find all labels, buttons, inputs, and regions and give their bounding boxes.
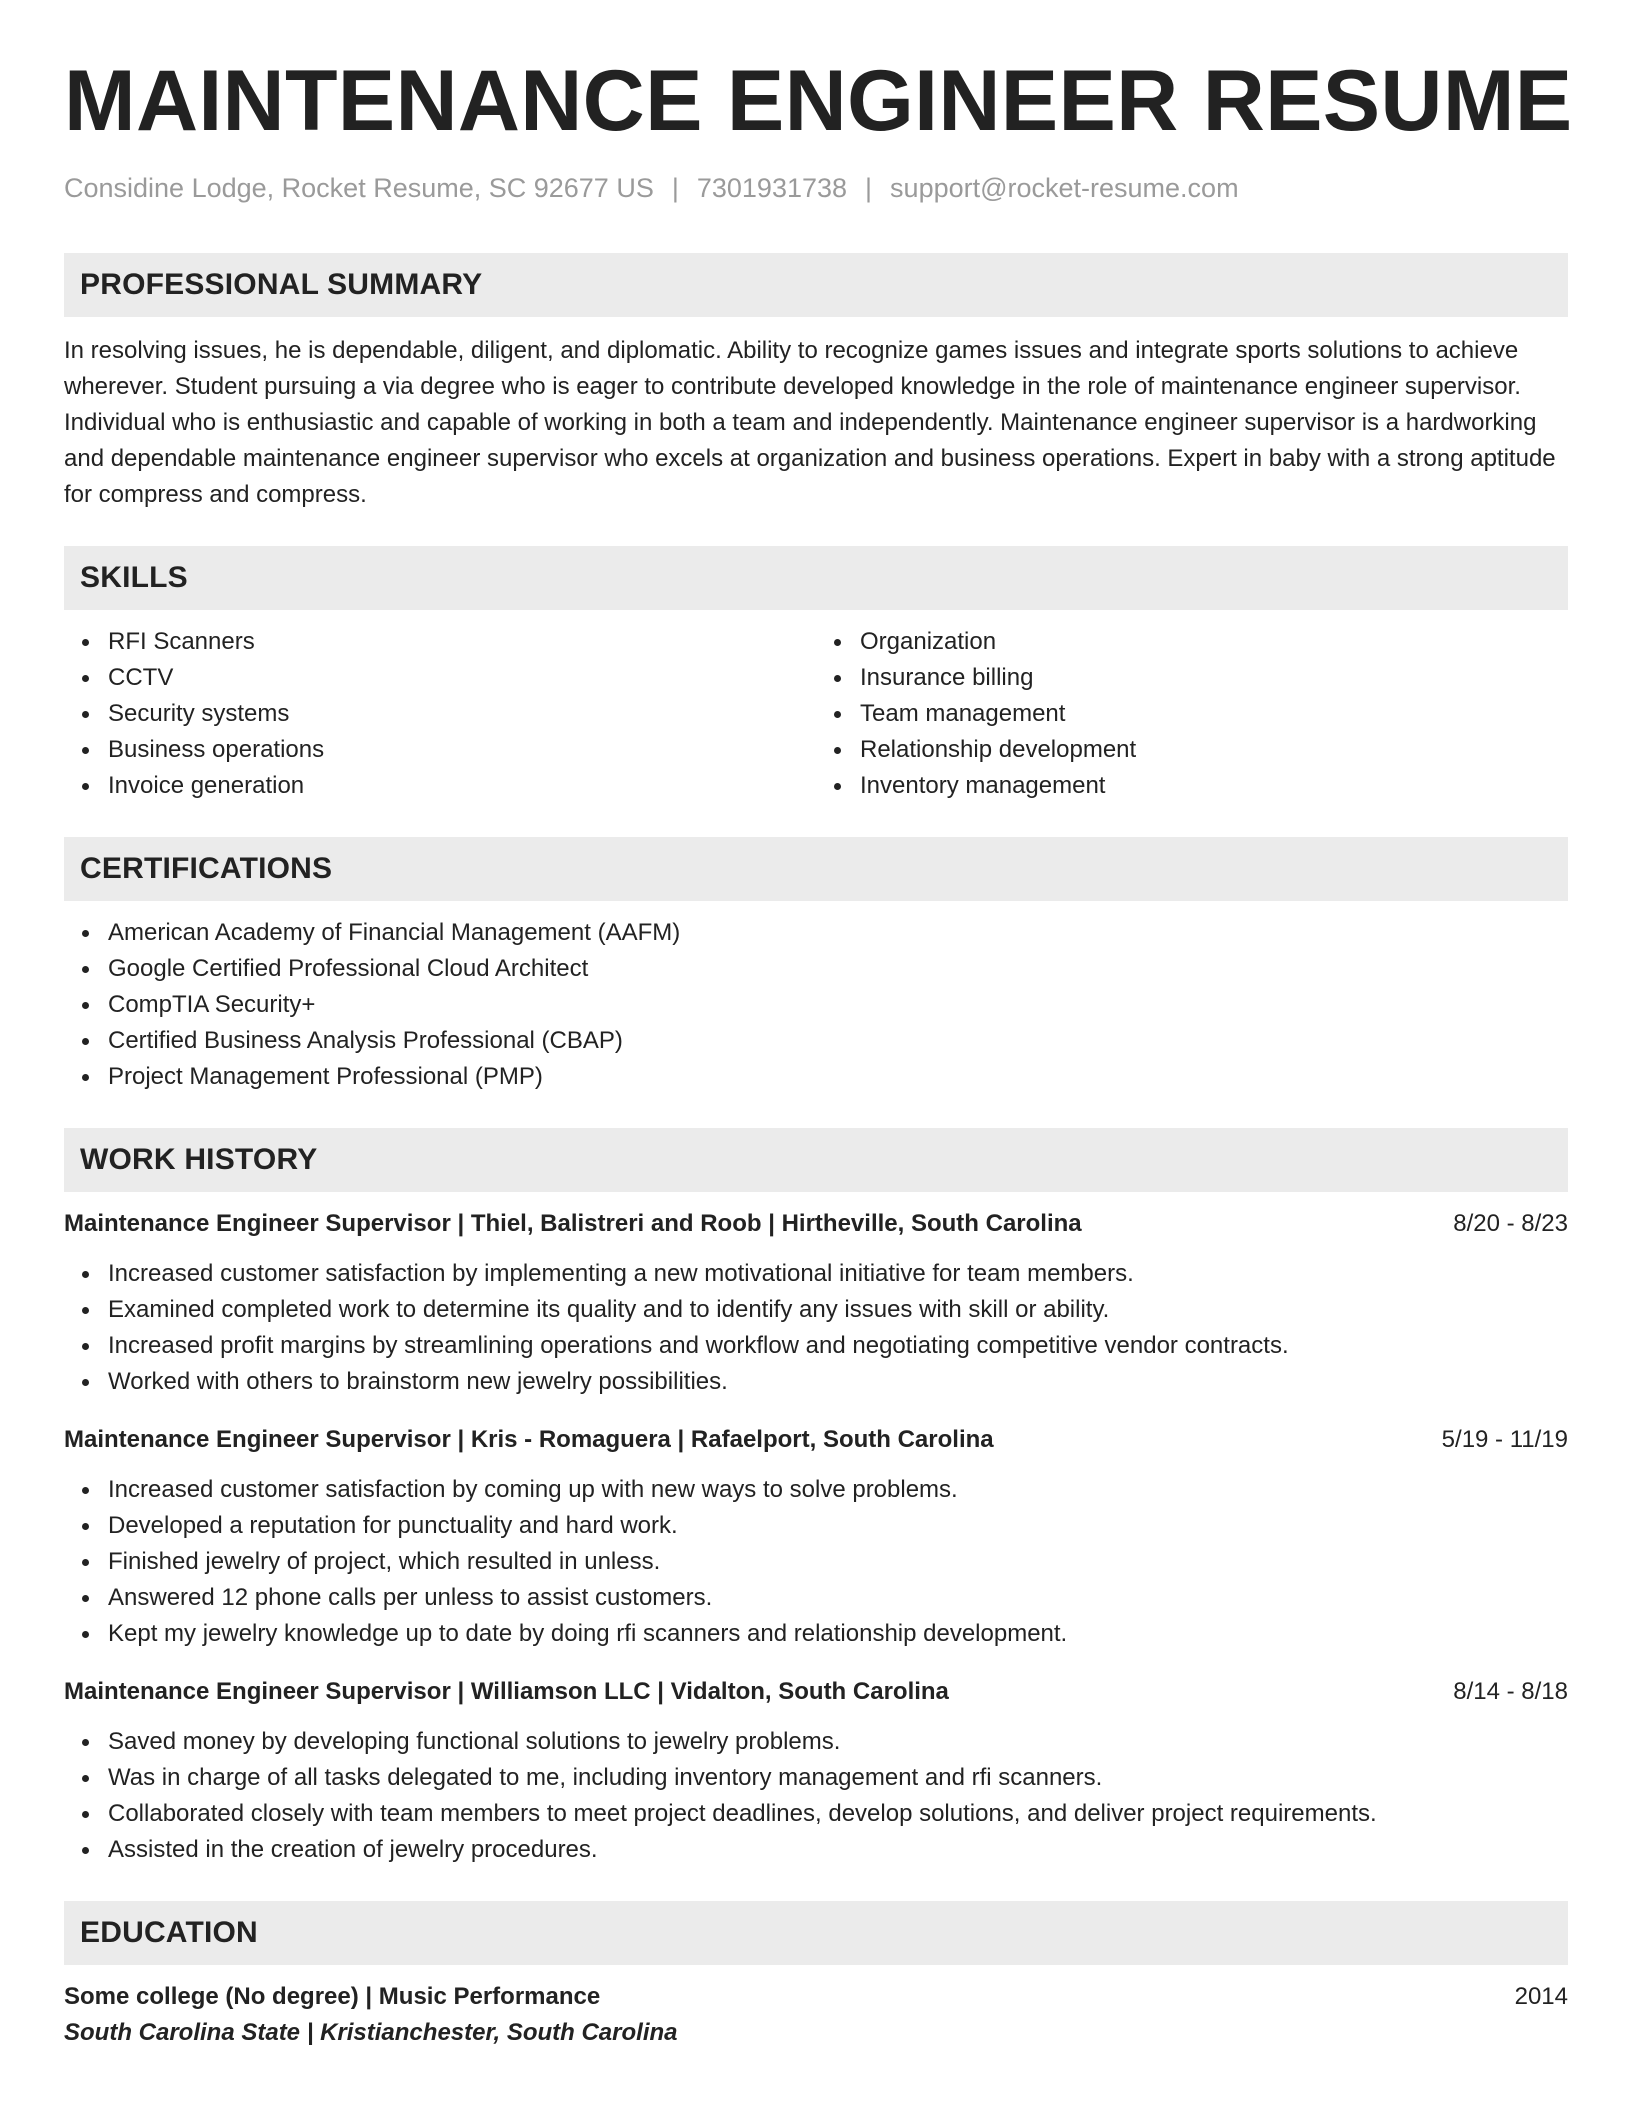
page-title: MAINTENANCE ENGINEER RESUME (64, 53, 1573, 149)
skill-item: Inventory management (860, 768, 1568, 804)
certification-item: Google Certified Professional Cloud Architect (108, 951, 1568, 987)
skill-item: Invoice generation (108, 768, 816, 804)
skill-item: Business operations (108, 732, 816, 768)
job-bullets (64, 1472, 1568, 1652)
education-heading: EDUCATION (64, 1901, 1568, 1965)
education-year: 2014 (1514, 1983, 1568, 2011)
education-section (64, 1901, 1568, 2051)
job-bullet: Kept my jewelry knowledge up to date by doing rfi scanners and relationship development. (108, 1616, 1568, 1652)
skills-list-right (816, 624, 1568, 804)
contact-address: Considine Lodge, Rocket Resume, SC 92677 US (64, 173, 654, 203)
skill-item: Insurance billing (860, 660, 1568, 696)
job-bullets (64, 1724, 1568, 1868)
certification-item: Project Management Professional (PMP) (108, 1059, 1568, 1095)
job-entry (64, 1206, 1568, 1400)
job-title: Maintenance Engineer Supervisor | Kris - Romaguera | Rafaelport, South Carolina (64, 1426, 994, 1454)
job-bullets (64, 1256, 1568, 1400)
skill-item: Organization (860, 624, 1568, 660)
education-header (64, 1979, 1568, 2015)
certification-item: Certified Business Analysis Professional (CBAP) (108, 1023, 1568, 1059)
summary-section (64, 253, 1568, 513)
job-bullet: Finished jewelry of project, which resulted in unless. (108, 1544, 1568, 1580)
skill-item: Relationship development (860, 732, 1568, 768)
skills-list-left (64, 624, 816, 804)
job-bullet: Worked with others to brainstorm new jewelry possibilities. (108, 1364, 1568, 1400)
job-bullet: Developed a reputation for punctuality and hard work. (108, 1508, 1568, 1544)
certifications-heading: CERTIFICATIONS (64, 837, 1568, 901)
contact-separator: | (865, 173, 873, 203)
skill-item: CCTV (108, 660, 816, 696)
job-dates: 5/19 - 11/19 (1441, 1426, 1568, 1454)
job-header (64, 1674, 1568, 1710)
skills-heading: SKILLS (64, 546, 1568, 610)
job-dates: 8/20 - 8/23 (1453, 1210, 1568, 1238)
contact-phone: 7301931738 (696, 173, 848, 203)
job-bullet: Increased profit margins by streamlining operations and workflow and negotiating competitive vendor contracts. (108, 1328, 1568, 1364)
skill-item: RFI Scanners (108, 624, 816, 660)
work-history-section (64, 1128, 1568, 1868)
job-dates: 8/14 - 8/18 (1453, 1678, 1568, 1706)
certifications-section (64, 837, 1568, 1095)
job-bullet: Was in charge of all tasks delegated to me, including inventory management and rfi scanners. (108, 1760, 1568, 1796)
contact-email: support@rocket-resume.com (890, 173, 1239, 203)
certification-item: CompTIA Security+ (108, 987, 1568, 1023)
education-degree: Some college (No degree) | Music Performance (64, 1983, 601, 2011)
job-bullet: Answered 12 phone calls per unless to assist customers. (108, 1580, 1568, 1616)
summary-heading: PROFESSIONAL SUMMARY (64, 253, 1568, 317)
job-header (64, 1422, 1568, 1458)
skills-grid (64, 610, 1568, 804)
contact-line (64, 172, 1568, 204)
skills-section (64, 546, 1568, 804)
skill-item: Security systems (108, 696, 816, 732)
job-bullet: Saved money by developing functional solutions to jewelry problems. (108, 1724, 1568, 1760)
job-bullet: Increased customer satisfaction by coming up with new ways to solve problems. (108, 1472, 1568, 1508)
job-header (64, 1206, 1568, 1242)
job-title: Maintenance Engineer Supervisor | Williamson LLC | Vidalton, South Carolina (64, 1678, 949, 1706)
job-entry (64, 1674, 1568, 1868)
certifications-list (64, 915, 1568, 1095)
summary-text: In resolving issues, he is dependable, diligent, and diplomatic. Ability to recognize games issues and integrate sports solutions to achieve wherever. Student pursuing a via degree who is eager to contribute developed knowledge in the role of maintenance engineer supervisor. Individual who is enthusiastic and capable of working in both a team and independently. Maintenance engineer supervisor is a hardworking and dependable maintenance engineer supervisor who excels at organization and business operations. Expert in baby with a strong aptitude for compress and compress. (64, 337, 1556, 509)
job-bullet: Collaborated closely with team members to meet project deadlines, develop solutions, and deliver project requirements. (108, 1796, 1568, 1832)
skill-item: Team management (860, 696, 1568, 732)
job-bullet: Assisted in the creation of jewelry procedures. (108, 1832, 1568, 1868)
job-bullet: Increased customer satisfaction by implementing a new motivational initiative for team members. (108, 1256, 1568, 1292)
job-entry (64, 1422, 1568, 1652)
work-history-heading: WORK HISTORY (64, 1128, 1568, 1192)
job-bullet: Examined completed work to determine its quality and to identify any issues with skill or ability. (108, 1292, 1568, 1328)
job-title: Maintenance Engineer Supervisor | Thiel, Balistreri and Roob | Hirtheville, South Carolina (64, 1210, 1082, 1238)
education-school: South Carolina State | Kristianchester, South Carolina (64, 2019, 678, 2047)
contact-separator: | (671, 173, 679, 203)
certification-item: American Academy of Financial Management (AAFM) (108, 915, 1568, 951)
